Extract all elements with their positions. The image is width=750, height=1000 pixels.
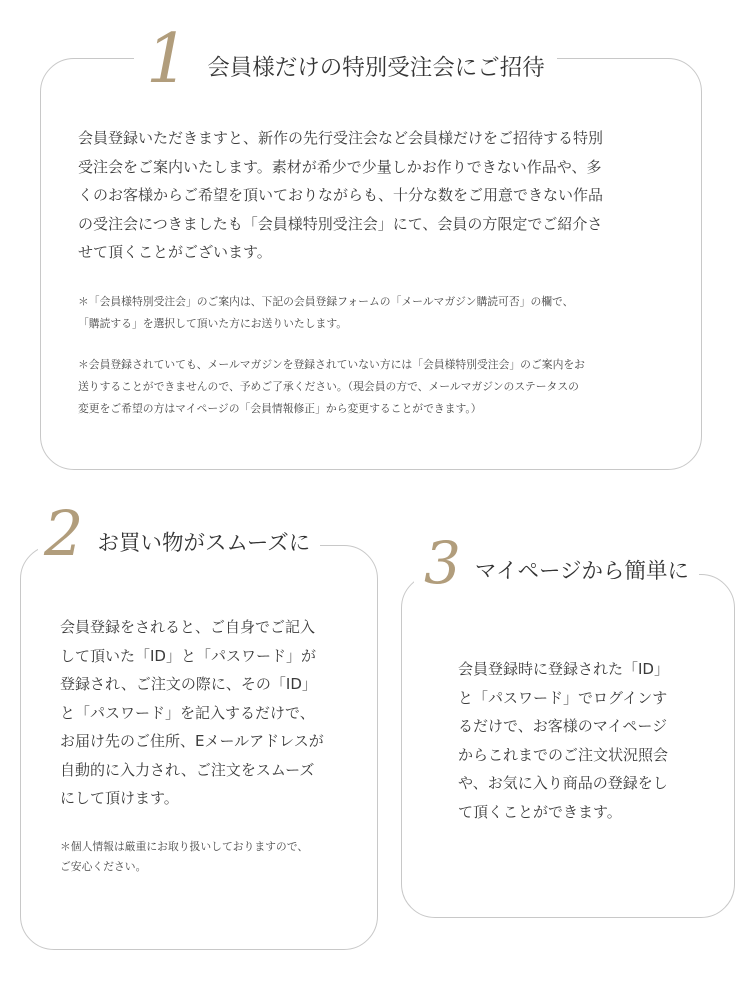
section-2-body-line: お届け先のご住所、Eメールアドレスが: [60, 732, 324, 750]
section-2-body-line: 会員登録をされると、ご自身でご記入: [60, 618, 316, 636]
section-3-body-line: 会員登録時に登録された「ID」: [458, 660, 669, 678]
section-1-body-line: 受注会をご案内いたします。素材が希少で少量しかお作りできない作品や、多: [78, 157, 602, 176]
section-1-body-line: せて頂くことがございます。: [78, 243, 272, 261]
section-3-heading: [414, 530, 699, 596]
section-1-body: [78, 124, 678, 267]
section-1-note-2-line: ＊会員登録されていても、メールマガジンを登録されていない方には「会員様特別受注会」のご案内をお: [78, 358, 585, 371]
section-2-note-line: ご安心ください。: [60, 860, 147, 873]
section-2-number: 2: [44, 497, 84, 570]
section-2-heading: [38, 498, 320, 570]
section-3-body-line: るだけで、お客様のマイページ: [458, 717, 668, 735]
section-2-title: お買い物がスムーズに: [97, 530, 311, 556]
section-1-number: 1: [146, 20, 190, 99]
section-2-body: [60, 613, 360, 813]
section-2-body-line: と「パスワード」を記入するだけで、: [60, 703, 315, 722]
section-3-body: [458, 655, 718, 826]
section-2-body-line: 自動的に入力され、ご注文をスムーズ: [60, 760, 315, 779]
section-1-heading: [134, 20, 557, 100]
section-3-number: 3: [424, 529, 461, 597]
section-1-note-1-line: ＊「会員様特別受注会」のご案内は、下記の会員登録フォームの「メールマガジン購読可否」の欄で、: [78, 295, 574, 308]
section-1-note-1-line: 「購読する」を選択して頂いた方にお送りいたします。: [78, 317, 348, 330]
section-1-note-2-line: 変更をご希望の方はマイページの「会員情報修正」から変更することができます。）: [78, 402, 482, 415]
section-2-note: [60, 837, 360, 877]
section-3-body-line: と「パスワード」でログインす: [458, 688, 668, 707]
section-2-body-line: 登録され、ご注文の際に、その「ID」: [60, 675, 317, 693]
section-1-note-2: [78, 354, 688, 420]
section-1-body-line: 会員登録いただきますと、新作の先行受注会など会員様だけをご招待する特別: [78, 129, 604, 147]
section-1-body-line: くのお客様からご希望を頂いておりながらも、十分な数をご用意できない作品: [78, 186, 604, 204]
section-1-body-line: の受注会につきましたも「会員様特別受注会」にて、会員の方限定でご紹介さ: [78, 214, 603, 233]
section-2-body-line: にして頂けます。: [60, 789, 179, 807]
section-2-body-line: して頂いた「ID」と「パスワード」が: [60, 646, 316, 665]
section-3-title: マイページから簡単に: [474, 558, 690, 584]
section-1-note-2-line: 送りすることができませんので、予めご了承ください。（現会員の方で、メールマガジンのステータスの: [78, 380, 579, 393]
section-1-title: 会員様だけの特別受注会にご招待: [207, 55, 545, 81]
section-3-body-line: や、お気に入り商品の登録をし: [458, 774, 668, 792]
section-3-body-line: て頂くことができます。: [458, 802, 622, 821]
section-2-note-line: ＊個人情報は厳重にお取り扱いしておりますので、: [60, 840, 309, 853]
section-1-note-1: [78, 291, 688, 335]
section-3-body-line: からこれまでのご注文状況照会: [458, 745, 669, 764]
